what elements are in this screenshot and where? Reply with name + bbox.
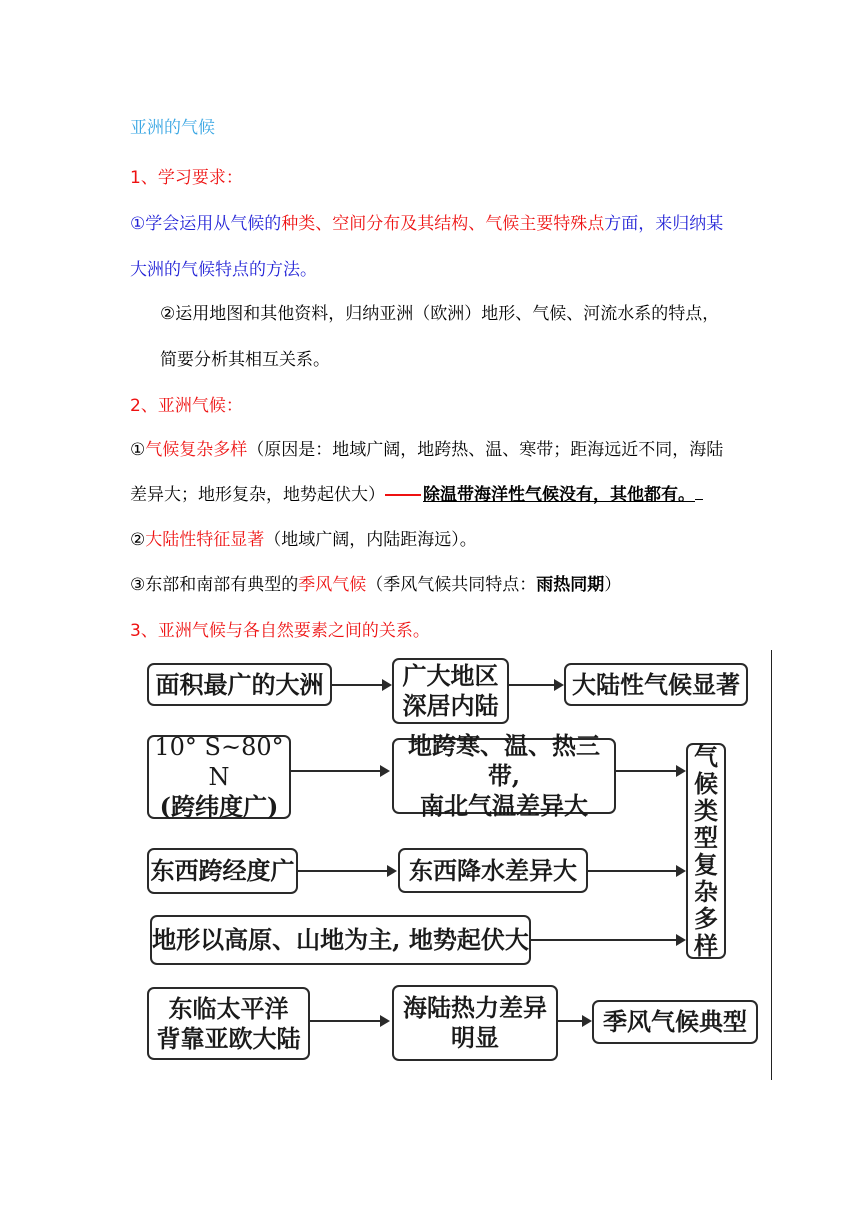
vchar: 样: [694, 931, 718, 960]
vchar: 杂: [694, 877, 718, 906]
box-terrain: [150, 915, 531, 965]
box-text-line-1: 地跨寒、温、热三带,: [408, 731, 600, 790]
box-precipitation-diff: [398, 848, 588, 893]
box-text: 大陆性气候显著: [572, 669, 740, 699]
vchar: 候: [694, 769, 718, 798]
section-2-heading: 2、亚洲气候：: [130, 396, 243, 416]
c3-key: 季风气候: [298, 575, 367, 595]
box-longitude-range: [147, 848, 298, 894]
arrow-6: [588, 870, 684, 872]
box-pacific-eurasia: [147, 987, 310, 1060]
arrow-9: [558, 1020, 590, 1022]
c2-text-a: （地域广阔，内陆距海远）。: [264, 530, 477, 550]
box-text: 季风气候典型: [603, 1007, 747, 1036]
arrow-3: [291, 770, 388, 772]
c2-key: 大陆性特征显著: [145, 530, 265, 550]
c1-text-b: 差异大；地形复杂，地势起伏大）: [130, 485, 385, 505]
c3-text-b: （季风气候共同特点：: [366, 575, 537, 595]
c2-num: ②: [130, 530, 146, 550]
req1-text-a: ①学会运用从气候的: [130, 214, 282, 234]
arrow-1: [332, 684, 390, 686]
vchar: 多: [694, 904, 718, 933]
box-text-line-2: 南北气温差异大: [420, 791, 588, 820]
climate-point-1-line-1: [130, 438, 723, 462]
climate-point-2: [130, 528, 477, 552]
c3-bold: 雨热同期: [536, 575, 605, 595]
page-title: 亚洲的气候: [130, 118, 215, 138]
box-thermal-difference: [392, 985, 558, 1061]
requirement-1-line-2: 大洲的气候特点的方法。: [130, 260, 317, 280]
vchar: 型: [694, 823, 718, 852]
arrow-4: [616, 770, 684, 772]
arrow-7: [531, 939, 684, 941]
box-text-line-2: 背靠亚欧大陆: [156, 1023, 301, 1053]
c3-text-c: ）: [604, 575, 622, 595]
c1-text-c: 除温带海洋性气候没有，其他都有。: [423, 485, 695, 505]
vchar: 复: [694, 850, 718, 879]
req1-text-b: 种类、空间分布及其结构、气候主要特殊点: [281, 214, 605, 234]
box-text: 东西跨经度广: [150, 856, 295, 885]
underline-tail: [695, 483, 703, 500]
box-complex-climate-types: [686, 743, 726, 959]
climate-point-3: [130, 573, 621, 597]
box-text: 地形以高原、山地为主, 地势起伏大: [152, 925, 529, 954]
box-three-zones: [392, 731, 616, 820]
box-text-line-1: 10° S~80° N: [154, 733, 284, 791]
box-text-line-2: (跨纬度广): [159, 792, 279, 821]
box-text-line-1: 海陆热力差异: [403, 993, 547, 1022]
requirement-2-line-1: ②运用地图和其他资料，归纳亚洲（欧洲）地形、气候、河流水系的特点，: [160, 304, 720, 324]
box-text: 面积最广的大洲: [155, 669, 324, 699]
arrow-8: [310, 1020, 388, 1022]
box-text-line-1: 广大地区: [402, 661, 499, 690]
box-monsoon-climate: [592, 1000, 758, 1044]
box-largest-continent: [147, 663, 332, 706]
box-text-line-1: 东临太平洋: [168, 993, 289, 1023]
vertical-rule: [771, 650, 772, 1080]
c1-text-a: （原因是：地域广阔，地跨热、温、寒带；距海远近不同，海陆: [247, 440, 724, 460]
section-1-heading: 1、学习要求：: [130, 168, 243, 188]
c1-num: ①: [130, 440, 146, 460]
c3-text-a: ③东部和南部有典型的: [130, 575, 299, 595]
box-latitude-range: [147, 735, 291, 819]
dash-line: [385, 494, 421, 496]
section-3-heading: 3、亚洲气候与各自然要素之间的关系。: [130, 621, 430, 641]
box-text-line-2: 明显: [451, 1023, 499, 1052]
requirement-1-line-1: [130, 212, 723, 236]
vchar: 类: [694, 796, 718, 825]
arrow-5: [298, 870, 395, 872]
arrow-2: [509, 684, 562, 686]
c1-key: 气候复杂多样: [145, 440, 248, 460]
req1-text-c: 方面，来归纳某: [604, 214, 724, 234]
box-text-line-2: 深居内陆: [402, 691, 499, 720]
climate-point-1-line-2: [130, 483, 703, 507]
box-continental-climate: [564, 663, 748, 706]
box-vast-inland: [392, 658, 509, 724]
requirement-2-line-2: 简要分析其相互关系。: [160, 350, 330, 370]
box-text: 东西降水差异大: [409, 855, 577, 885]
vchar: 气: [694, 742, 718, 771]
